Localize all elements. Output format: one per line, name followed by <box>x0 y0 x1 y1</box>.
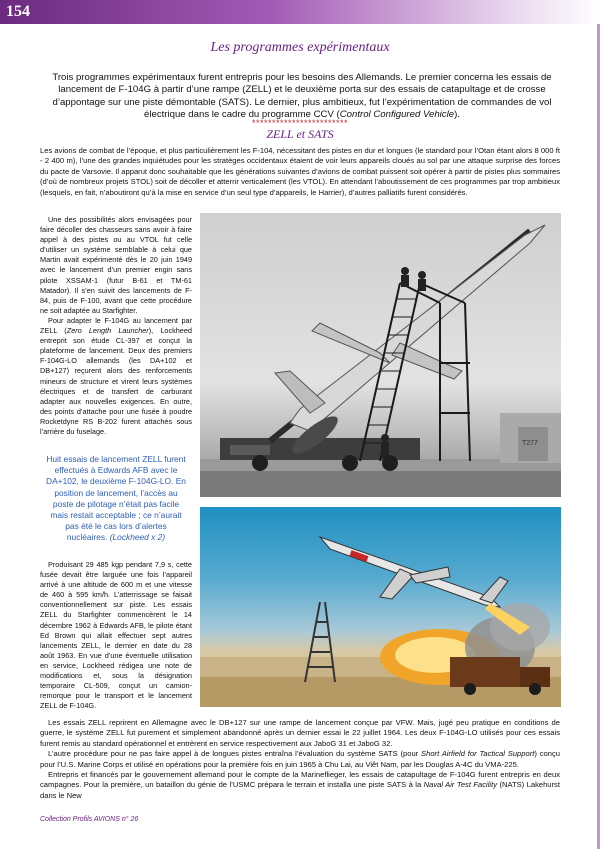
column-paragraph-1: Une des possibilités alors envisagées pour faire décoller des chasseurs sans avoir à faire appel à des pistes ou au VTOL fut celle d’utiliser un système semblable à celui que Martin avait expérimenté dès le 20 juin 1949 avec le lancement d’un premier engin sans pilote XSSAM-1 (futur B-61 et TM-61 Matador). Il s’en suivit des lancements de F-84, puis de F-100, avant que cette procédure ne soit adaptée au Starfighter. <box>40 215 192 315</box>
caption-credit: (Lockheed x 2) <box>109 532 166 543</box>
page-header-bar <box>0 0 600 24</box>
left-column-bottom <box>40 560 192 711</box>
page-number: 154 <box>6 3 30 20</box>
bottom-paragraph-3: Entrepris et financés par le gouvernement allemand pour le compte de la Marineflieger, les essais de catapultage de F-104G furent entrepris en deux campagnes. Pour la première, un bataillon du génie de l’USMC prépara le terrain et installa une piste SATS à la Naval Air Test Facility (NATS) Lakehurst dans le New <box>40 770 560 800</box>
caption-text: Huit essais de lancement ZELL furent effectués à Edwards AFB avec le DA+102, le deuxième F-104G-LO. En position de lancement, l’accès au poste de pilotage n’était pas facile mais restait acceptable ; ce n’aurait pas été le cas lors d’alertes nucléaires. <box>46 454 186 543</box>
zell-launch-firing-photo <box>200 507 561 707</box>
column-paragraph-2: Pour adapter le F-104G au lancement par ZELL (Zero Length Launcher), Lockheed entreprit son étude CL-397 et conçut la plateforme de lancement. Deux des premiers F-104G-LO allemands (les DA+102 et DB+127) reçurent alors des renforcements mineurs de structure et virent leurs systèmes électriques et de transfert de carburant adapter aux nouvelles exigences. En outre, des points d’attache pour une fusée à poudre Rocketdyne RS B-202 furent attachés sous l’arrière du fuselage. <box>40 315 192 436</box>
paragraph-top: Les avions de combat de l’époque, et plus particulièrement les F-104, nécessitant des pistes en dur et longues (le standard pour l’Otan étant alors 8 000 ft - 2 400 m), l’une des grandes inquiétudes pour les stratèges occidentaux étaient de voir leurs appareils cloués au sol par une attaque surprise des forces du pacte de Varsovie. Il apparut donc souhaitable que les générations suivantes d’avions de combat puissent soit opérer à partir de pistes plus sommaires (d’où de nombreux projets STOL) soit de décoller et atterrir verticalement (les VTOL). En attendant l’aboutissement de ces programmes par trop ambitieux (lesquels, en fait, n’aboutiront qu’à la mise en service d’un seul type d’appareils, le Harrier), d’autres palliatifs furent considérés. <box>40 146 560 197</box>
bottom-paragraph-2: L’autre procédure pour ne pas faire appel à de longues pistes entraîna l’évaluation du système SATS (pour Short Airfield for Tactical Support) conçu pour l’U.S. Marine Corps et utilisé en opérations pour la première fois en juin 1965 à Chu Lai, au Viêt Nam, par les Douglas A-4C du VMA-225. <box>40 749 560 769</box>
column-paragraph-3: Produisant 29 485 kgp pendant 7,9 s, cette fusée devait être larguée une fois l’appareil arrivé à une altitude de 600 m et une vitesse de 460 à 595 km/h. L’atterrissage se faisait conventionnellement sur piste. Les essais ZELL du Starfighter commencèrent le 14 décembre 1962 à Edwards AFB, le pilote étant Ed Brown qui allait effectuer sept autres lancements ZELL, le dernier en date du 28 août 1963. En vue d’une éventuelle utilisation en service, Lockheed rédigea une note de modifications et, sous la désignation temporaire CL-509, conçut un camion-remorque pour le transport et le lancement ZELL de F-104G. <box>40 560 192 711</box>
zell-launch-ramp-photo <box>200 213 561 497</box>
bottom-paragraph-1: Les essais ZELL reprirent en Allemagne avec le DB+127 sur une rampe de lancement conçue par VFW. Mais, jugé peu pratique en conditions de guerre, le système ZELL fut purement et simplement abandonné après un dernier essai le 22 juillet 1964. Les deux F-104G-LO utilisés pour ces essais furent remis au standard opérationnel et entrèrent en service respectivement aux JaboG 31 et JaboG 32. <box>40 718 560 748</box>
footer-collection: Collection Profils AVIONS n° 26 <box>40 816 139 823</box>
subsection-title: ZELL et SATS <box>266 127 334 141</box>
aircraft-marking: T277 <box>522 440 538 447</box>
zell-photo-illustration <box>200 213 561 497</box>
intro-paragraph: Trois programmes expérimentaux furent entrepris pour les besoins des Allemands. Le premier concerna les essais de lancement de F-104G à partir d’une rampe (ZELL) et le deuxième porta sur des essais de catapultage et de crosse d’appontage sur une piste démontable (SATS). Le dernier, plus ambitieux, fut l’expérimentation de commandes de vol électrique dans le cadre du programme CCV (Control Configured Vehicle). <box>52 71 552 121</box>
paragraph-bottom <box>40 718 560 801</box>
photo-caption <box>44 454 188 544</box>
section-title: Les programmes expérimentaux <box>210 40 390 55</box>
zell-firing-illustration <box>200 507 561 707</box>
divider-stars: ************************ <box>251 118 349 128</box>
left-column-top <box>40 215 192 437</box>
